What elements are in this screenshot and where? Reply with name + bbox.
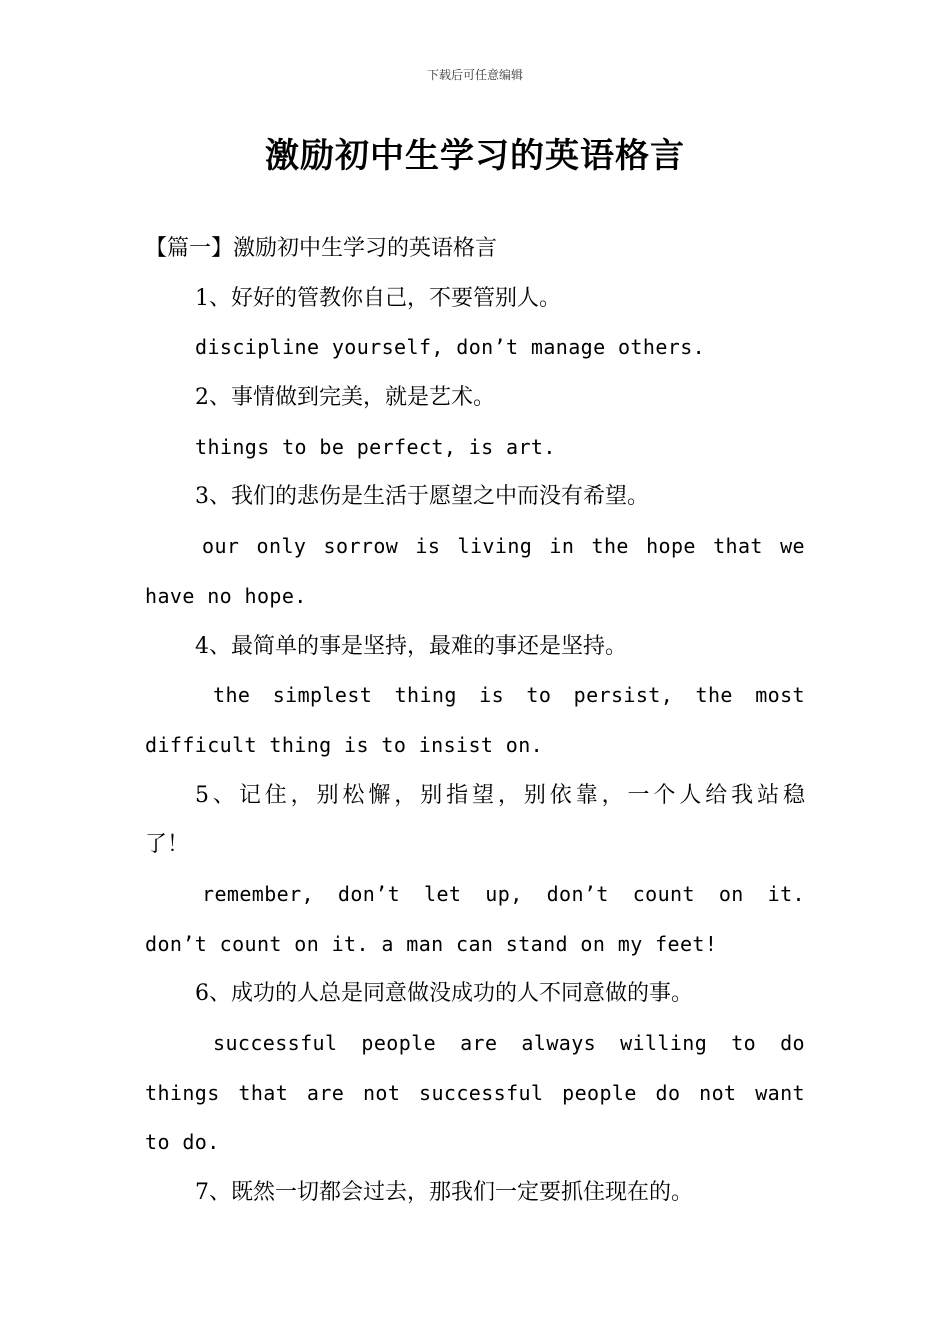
quote-3-en-line-1: our only sorrow is living in the hope that we (202, 534, 805, 559)
quote-2-zh: 2、事情做到完美，就是艺术。 (195, 385, 495, 411)
quote-6-en-line-3: to do. (145, 1130, 220, 1155)
document-title: 激励初中生学习的英语格言 (265, 136, 685, 176)
quote-6-en-line-2: things that are not successful people do not want (145, 1080, 805, 1105)
quote-4-en-line-1: the simplest thing is to persist, the most (213, 683, 805, 708)
section-heading: 【篇一】激励初中生学习的英语格言 (145, 236, 498, 261)
quote-3-en-line-2: have no hope. (145, 583, 307, 608)
quote-1-zh: 1、好好的管教你自己，不要管别人。 (195, 285, 561, 311)
quote-6-zh: 6、成功的人总是同意做没成功的人不同意做的事。 (195, 981, 693, 1007)
quote-6-en-line-1: successful people are always willing to do (213, 1031, 805, 1055)
header-note: 下载后可任意编辑 (426, 68, 523, 82)
quote-5-en-line-2: don’t count on it. a man can stand on my feet! (145, 931, 718, 956)
quote-3-zh: 3、我们的悲伤是生活于愿望之中而没有希望。 (195, 484, 649, 510)
document-body (145, 224, 805, 1218)
quote-2-en: things to be perfect, is art. (195, 434, 556, 459)
quote-5-zh-line-1: 5、记住，别松懈，别指望，别依靠，一个人给我站稳 (195, 782, 805, 808)
quote-7-zh: 7、既然一切都会过去，那我们一定要抓住现在的。 (195, 1180, 693, 1206)
quote-5-en-line-1: remember, don’t let up, don’t count on it. (202, 881, 805, 906)
quote-4-zh: 4、最简单的事是坚持，最难的事还是坚持。 (195, 633, 627, 659)
quote-5-zh-line-2: 了！ (145, 832, 190, 858)
quote-1-en: discipline yourself, don’t manage others. (195, 335, 706, 360)
quote-4-en-line-2: difficult thing is to insist on. (145, 732, 544, 757)
